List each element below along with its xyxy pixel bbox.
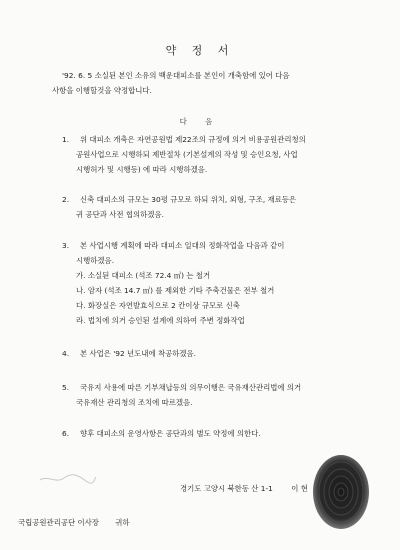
signature-line: [180, 483, 314, 494]
clause-6: [62, 426, 380, 441]
clause-1: [62, 132, 380, 177]
faint-mark-icon: [38, 472, 98, 486]
clause-number: 3.: [62, 241, 70, 250]
intro-paragraph: [52, 68, 372, 98]
signer-name: 이 현: [291, 484, 308, 493]
clause-line: 공원사업으로 시행하되 제반절차 (기본설계의 작성 및 승인요청, 사업: [76, 150, 298, 159]
clause-3: [62, 238, 380, 328]
clause-number: 1.: [62, 135, 70, 144]
document-title: 약 정 서: [165, 44, 235, 57]
clause-line: 귀 공단과 사전 협의하겠음.: [76, 210, 164, 219]
clause-2: [62, 192, 380, 222]
clause-line: 위 대피소 개축은 자연공원법 제22조의 규정에 의거 비용공원관리청의: [80, 135, 306, 144]
clause-line: 시행하겠음.: [76, 256, 115, 265]
clause-5: [62, 380, 380, 410]
sub-item-a: 가. 소실된 대피소 (석조 72.4 ㎡) 는 철거: [76, 271, 211, 280]
sub-item-d: 라. 법치에 의거 승인된 설계에 의하여 주변 정화작업: [76, 316, 245, 325]
recipient-honorific: 귀하: [115, 518, 130, 527]
clause-line: 국유재산 관리청의 조치에 따르겠음.: [76, 398, 193, 407]
fingerprint-seal-icon: [310, 452, 372, 532]
clause-line: 향후 대피소의 운영사항은 공단과의 별도 약정에 의한다.: [80, 429, 261, 438]
clause-4: [62, 346, 380, 361]
clause-number: 6.: [62, 429, 70, 438]
clause-number: 2.: [62, 195, 70, 204]
intro-line: 사항을 이행할것을 약정합니다.: [52, 86, 152, 95]
clause-line: 국유지 사용에 따른 기부채납등의 의무이행은 국유재산관리법에 의거: [80, 383, 302, 392]
recipient-org: 국립공원관리공단 이사장: [18, 518, 99, 527]
clause-line: 본 사업시행 계획에 따라 대피소 일대의 정화작업을 다음과 같이: [80, 241, 285, 250]
clause-line: 신축 대피소의 규모는 30평 규모로 하되 위치, 외형, 구조, 재료등은: [80, 195, 297, 204]
section-heading: 다 음: [179, 117, 221, 126]
recipient-line: [18, 517, 144, 528]
clause-line: 시행허가 및 시행등) 에 따라 시행하겠음.: [76, 165, 208, 174]
signer-address: 경기도 고양시 북한동 산 1-1: [180, 484, 273, 493]
sub-item-b: 나. 암자 (석조 14.7 ㎡) 를 제외한 기타 주축건물은 전부 철거: [76, 286, 275, 295]
clause-line: 본 사업은 '92 년도내에 착공하겠음.: [80, 349, 196, 358]
intro-line: '92. 6. 5 소실된 본인 소유의 백운대피소를 본인이 개축함에 있어 다음: [62, 71, 290, 80]
clause-number: 4.: [62, 349, 70, 358]
clause-number: 5.: [62, 383, 70, 392]
sub-item-c: 다. 화장실은 자연발효식으로 2 칸이상 규모로 신축: [76, 301, 240, 310]
